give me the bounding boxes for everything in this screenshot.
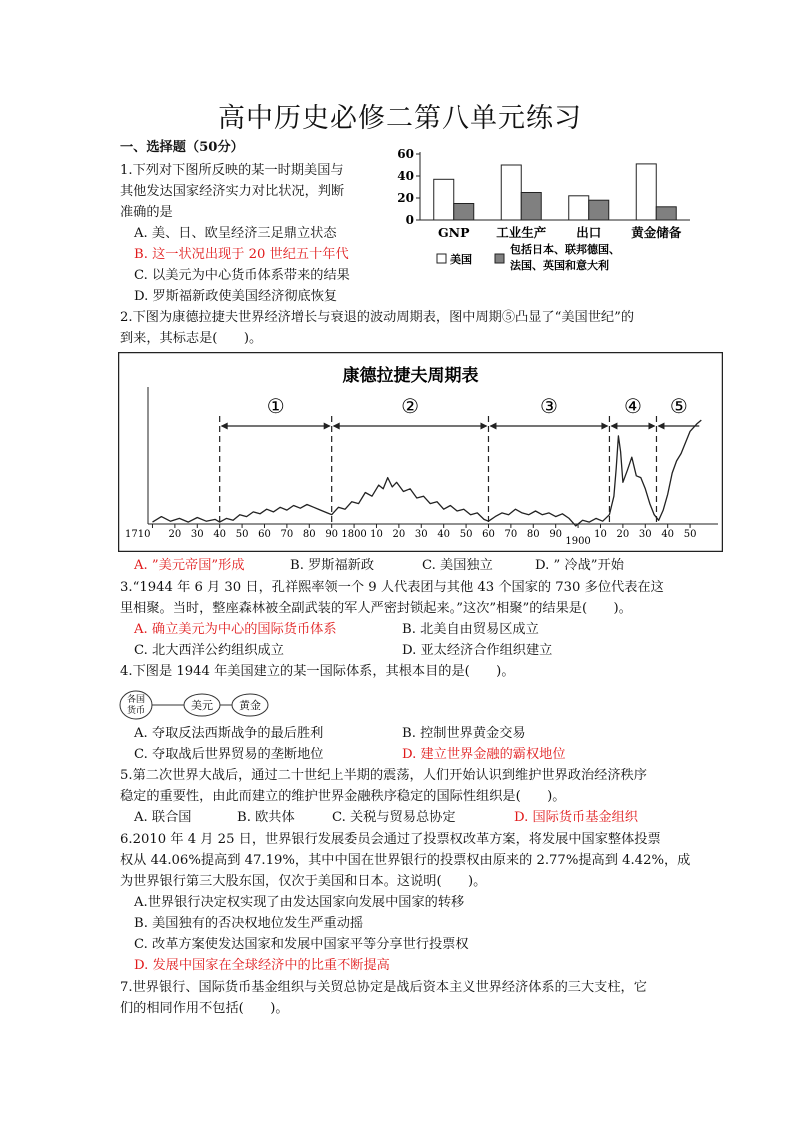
- q4-node1-line2: 货币: [126, 706, 146, 716]
- kchart-x-tick-label: 30: [414, 529, 428, 540]
- kchart-period-label: ③: [539, 394, 558, 418]
- q2-option-a[interactable]: A. ”美元帝国”形成: [134, 558, 245, 573]
- kchart-x-tick-label: 50: [459, 529, 473, 540]
- bar-y-tick-label: 20: [397, 191, 414, 205]
- q2-stem-line: 2.下图为康德拉捷夫世界经济增长与衰退的波动周期表，图中周期⑤凸显了“美国世纪”的: [120, 310, 634, 325]
- kchart-x-tick-label: 90: [325, 529, 339, 540]
- bar-others-3: [656, 207, 676, 220]
- bar-others-1: [521, 193, 541, 221]
- legend-label-others-line2: 法国、英国和意大利: [510, 259, 609, 272]
- q1-option-c[interactable]: C. 以美元为中心货币体系带来的结果: [134, 268, 350, 283]
- q5-stem-line: 5.第二次世界大战后，通过二十世纪上半期的震荡，人们开始认识到维护世界政治经济秩序: [120, 768, 647, 783]
- kchart-x-tick-label: 40: [437, 529, 451, 540]
- kchart-x-tick-label: 60: [482, 529, 495, 540]
- bar-y-tick-label: 40: [397, 169, 414, 183]
- bar-category-label: GNP: [437, 225, 470, 240]
- q4-node3: 黄金: [239, 699, 261, 712]
- legend-swatch-others: [495, 254, 504, 263]
- kchart-x-tick-label: 60: [258, 529, 271, 540]
- kchart-x-tick-label: 80: [526, 529, 540, 540]
- q1-stem-line: 准确的是: [120, 205, 173, 220]
- q2-option-c[interactable]: C. 美国独立: [422, 558, 493, 573]
- kchart-x-tick-label: 20: [168, 529, 182, 540]
- bar-y-tick-label: 60: [397, 147, 414, 161]
- q6-stem-line: 权从 44.06%提高到 47.19%，其中中国在世界银行的投票权由原来的 2.77%提高到 4.42%，成: [120, 853, 691, 868]
- q6-stem-line: 6.2010 年 4 月 25 日，世界银行发展委员会通过了投票权改革方案，将发展中国家整体投票: [120, 832, 661, 847]
- q1-stem-line: 1.下列对下图所反映的某一时期美国与: [120, 163, 344, 178]
- kchart-x-tick-label: 50: [235, 529, 249, 540]
- bar-y-tick-label: 0: [405, 213, 414, 227]
- q5-stem-line: 稳定的重要性，由此而建立的维护世界金融秩序稳定的国际性组织是( )。: [120, 789, 566, 804]
- q4-stem-line: 4.下图是 1944 年美国建立的某一国际体系，其根本目的是( )。: [120, 664, 515, 679]
- q1-bar-chart: [375, 142, 695, 282]
- bar-category-label: 出口: [576, 225, 602, 240]
- kchart-x-tick-label: 1900: [565, 536, 591, 547]
- kchart-title: 康德拉捷夫周期表: [342, 366, 479, 386]
- q3-option-c[interactable]: C. 北大西洋公约组织成立: [134, 643, 284, 658]
- kchart-x-tick-label: 10: [594, 529, 607, 540]
- bar-usa-2: [569, 196, 589, 220]
- q4-option-a[interactable]: A. 夺取反法西斯战争的最后胜利: [134, 726, 324, 741]
- kchart-x-tick-label: 70: [504, 529, 518, 540]
- q1-option-b[interactable]: B. 这一状况出现于 20 世纪五十年代: [134, 247, 349, 262]
- bar-others-0: [454, 204, 474, 221]
- q2-option-d[interactable]: D. ” 冷战”开始: [535, 558, 624, 573]
- q7-stem-line: 7.世界银行、国际货币基金组织与关贸总协定是战后资本主义世界经济体系的三大支柱，它: [120, 980, 647, 995]
- q3-stem-line: 3.“1944 年 6 月 30 日，孔祥熙率领一个 9 人代表团与其他 43 个国家的 730 多位代表在这: [120, 580, 664, 595]
- kchart-period-label: ④: [623, 394, 642, 418]
- kchart-x-tick-label: 50: [683, 529, 697, 540]
- q3-option-d[interactable]: D. 亚太经济合作组织建立: [402, 643, 553, 658]
- q1-stem-line: 其他发达国家经济实力对比状况，判断: [120, 184, 345, 199]
- q5-option-b[interactable]: B. 欧共体: [237, 810, 295, 825]
- kchart-x-tick-label: 10: [370, 529, 383, 540]
- legend-swatch-usa: [437, 254, 446, 263]
- kchart-x-tick-label: 40: [661, 529, 675, 540]
- bar-usa-1: [501, 165, 521, 220]
- q2-stem-line: 到来，其标志是( )。: [120, 331, 263, 346]
- q4-node1-line1: 各国: [126, 695, 146, 705]
- q6-option-c[interactable]: C. 改革方案使发达国家和发展中国家平等分享世行投票权: [134, 937, 469, 952]
- section-heading: 一、选择题（50分）: [120, 140, 244, 155]
- kchart-period-label: ②: [401, 394, 420, 418]
- q6-option-d[interactable]: D. 发展中国家在全球经济中的比重不断提高: [134, 958, 390, 973]
- q6-option-a[interactable]: A.世界银行决定权实现了由发达国家向发展中国家的转移: [134, 895, 465, 910]
- bar-category-label: 工业生产: [496, 225, 547, 240]
- kchart-x-tick-label: 1710: [125, 529, 151, 540]
- kchart-x-tick-label: 40: [213, 529, 227, 540]
- q4-node2: 美元: [191, 699, 213, 712]
- q4-option-d[interactable]: D. 建立世界金融的霸权地位: [402, 747, 566, 762]
- q5-option-a[interactable]: A. 联合国: [134, 810, 192, 825]
- bar-category-label: 黄金储备: [631, 225, 682, 240]
- bar-others-2: [589, 200, 609, 220]
- q3-option-b[interactable]: B. 北美自由贸易区成立: [402, 622, 539, 637]
- kchart-x-tick-label: 90: [549, 529, 563, 540]
- q3-stem-line: 里相聚。当时，整座森林被全副武装的军人严密封锁起来。”这次”相聚”的结果是( )。: [120, 601, 632, 616]
- q3-option-a[interactable]: A. 确立美元为中心的国际货币体系: [134, 622, 337, 637]
- q6-stem-line: 为世界银行第三大股东国，仅次于美国和日本。这说明( )。: [120, 874, 487, 889]
- q1-option-a[interactable]: A. 美、日、欧呈经济三足鼎立状态: [134, 226, 337, 241]
- kchart-period-label: ⑤: [669, 394, 688, 418]
- kchart-x-tick-label: 20: [392, 529, 406, 540]
- kchart-x-tick-label: 70: [280, 529, 294, 540]
- q5-option-d[interactable]: D. 国际货币基金组织: [514, 810, 638, 825]
- bar-usa-0: [434, 179, 454, 220]
- kchart-x-tick-label: 80: [302, 529, 316, 540]
- page-title: 高中历史必修二第八单元练习: [218, 103, 582, 134]
- q4-diagram: [118, 688, 278, 722]
- q1-option-d[interactable]: D. 罗斯福新政使美国经济彻底恢复: [134, 289, 338, 304]
- kchart-x-tick-label: 20: [616, 529, 630, 540]
- q4-option-b[interactable]: B. 控制世界黄金交易: [402, 726, 526, 741]
- bar-usa-3: [636, 164, 656, 220]
- kchart-period-label: ①: [266, 394, 285, 418]
- q6-option-b[interactable]: B. 美国独有的否决权地位发生严重动摇: [134, 916, 364, 931]
- kchart-x-tick-label: 30: [638, 529, 652, 540]
- kondratiev-cycle-chart: [118, 352, 723, 552]
- q2-option-b[interactable]: B. 罗斯福新政: [290, 558, 375, 573]
- legend-label-usa: 美国: [450, 253, 472, 266]
- q7-stem-line: 们的相同作用不包括( )。: [120, 1001, 289, 1016]
- q4-option-c[interactable]: C. 夺取战后世界贸易的垄断地位: [134, 747, 324, 762]
- kchart-x-tick-label: 30: [190, 529, 204, 540]
- kchart-x-tick-label: 1800: [341, 529, 367, 540]
- q5-option-c[interactable]: C. 关税与贸易总协定: [332, 810, 456, 825]
- legend-label-others-line1: 包括日本、联邦德国、: [510, 243, 620, 256]
